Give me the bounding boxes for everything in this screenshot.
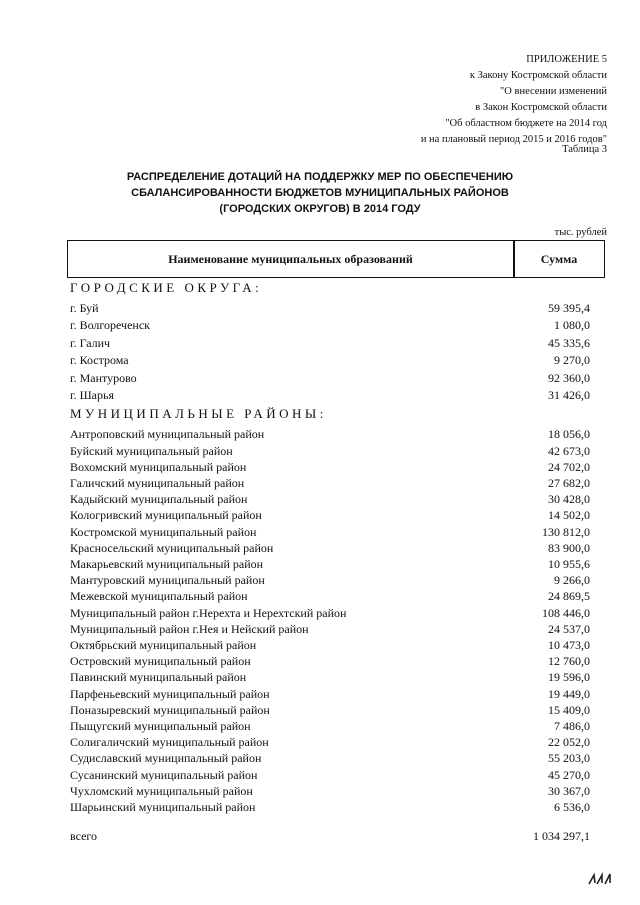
table-row bbox=[70, 426, 590, 442]
municipality-name: Костромской муниципальный район bbox=[70, 524, 257, 539]
table-row bbox=[70, 300, 590, 316]
municipality-name: Пыщугский муниципальный район bbox=[70, 719, 251, 733]
municipality-name: Кологривский муниципальный район bbox=[70, 508, 262, 523]
subsidy-amount: 24 537,0 bbox=[548, 621, 590, 636]
table-row bbox=[70, 669, 590, 685]
total-row bbox=[70, 828, 590, 844]
table-row bbox=[70, 491, 590, 507]
municipality-name: Островский муниципальный район bbox=[70, 654, 251, 669]
subsidy-amount: 15 409,0 bbox=[548, 702, 590, 717]
subsidy-amount: 9 266,0 bbox=[554, 573, 590, 588]
subsidy-amount: 24 869,5 bbox=[548, 589, 590, 604]
appendix-line: "О внесении изменений bbox=[500, 86, 607, 97]
section-heading: МУНИЦИПАЛЬНЫЕ РАЙОНЫ: bbox=[70, 406, 327, 422]
table-row bbox=[70, 524, 590, 540]
table-row bbox=[70, 317, 590, 333]
subsidy-amount: 59 395,4 bbox=[548, 301, 590, 315]
municipality-name: Шарьинский муниципальный район bbox=[70, 800, 256, 814]
total-label: всего bbox=[70, 829, 98, 844]
table-row bbox=[70, 718, 590, 734]
subsidy-amount: 12 760,0 bbox=[548, 654, 590, 669]
subsidy-amount: 24 702,0 bbox=[548, 459, 590, 474]
subsidy-amount: 6 536,0 bbox=[554, 800, 590, 814]
subsidy-amount: 30 367,0 bbox=[548, 783, 590, 798]
municipality-name: г. Буй bbox=[70, 301, 99, 315]
handwritten-page-mark bbox=[588, 872, 614, 886]
appendix-line: в Закон Костромской области bbox=[475, 102, 607, 113]
subsidy-amount: 92 360,0 bbox=[548, 370, 590, 385]
municipality-name: г. Шарья bbox=[70, 388, 114, 402]
municipality-name: Кадыйский муниципальный район bbox=[70, 492, 248, 507]
table-row bbox=[70, 750, 590, 766]
table-row bbox=[70, 387, 590, 403]
subsidy-amount: 27 682,0 bbox=[548, 476, 590, 490]
table-row bbox=[70, 686, 590, 702]
subsidy-amount: 22 052,0 bbox=[548, 735, 590, 750]
table-row bbox=[70, 572, 590, 588]
table-row bbox=[70, 459, 590, 475]
subsidy-amount: 19 596,0 bbox=[548, 670, 590, 685]
title-line: РАСПРЕДЕЛЕНИЕ ДОТАЦИЙ НА ПОДДЕРЖКУ МЕР ПО ОБЕСПЕЧЕНИЮ bbox=[126, 171, 514, 183]
section-heading: ГОРОДСКИЕ ОКРУГА: bbox=[70, 280, 263, 295]
municipality-name: Муниципальный район г.Нея и Нейский район bbox=[70, 621, 309, 636]
subsidy-amount: 18 056,0 bbox=[548, 427, 590, 442]
table-number-label: Таблица 3 bbox=[562, 144, 607, 155]
appendix-line: к Закону Костромской области bbox=[469, 70, 607, 81]
municipality-name: Солигаличский муниципальный район bbox=[70, 735, 269, 750]
table-row bbox=[70, 783, 590, 799]
table-row bbox=[70, 653, 590, 669]
municipality-name: г. Волгореченск bbox=[70, 318, 150, 333]
table-row bbox=[70, 799, 590, 815]
subsidy-amount: 30 428,0 bbox=[548, 492, 590, 507]
municipality-name: Красносельский муниципальный район bbox=[70, 540, 274, 555]
subsidy-amount: 45 335,6 bbox=[548, 335, 590, 350]
municipality-name: Вохомский муниципальный район bbox=[70, 459, 247, 474]
appendix-line: ПРИЛОЖЕНИЕ 5 bbox=[526, 54, 607, 65]
appendix-header bbox=[247, 52, 607, 148]
municipality-name: Павинский муниципальный район bbox=[70, 670, 247, 685]
appendix-line: "Об областном бюджете на 2014 год bbox=[445, 118, 607, 129]
subsidy-amount: 10 955,6 bbox=[548, 557, 590, 571]
subsidy-amount: 108 446,0 bbox=[542, 605, 590, 620]
subsidy-amount: 1 080,0 bbox=[554, 318, 590, 333]
subsidy-amount: 83 900,0 bbox=[548, 540, 590, 555]
table-row bbox=[70, 507, 590, 523]
title-line: (ГОРОДСКИХ ОКРУГОВ) В 2014 ГОДУ bbox=[219, 203, 421, 215]
table-row bbox=[70, 621, 590, 637]
subsidy-amount: 55 203,0 bbox=[548, 751, 590, 766]
subsidy-amount: 130 812,0 bbox=[542, 524, 590, 539]
subsidy-amount: 14 502,0 bbox=[548, 508, 590, 523]
municipality-name: г. Кострома bbox=[70, 353, 129, 368]
table-row bbox=[70, 588, 590, 604]
subsidy-amount: 10 473,0 bbox=[548, 638, 590, 652]
municipality-name: Поназыревский муниципальный район bbox=[70, 702, 270, 717]
subsidy-amount: 7 486,0 bbox=[554, 719, 590, 733]
municipality-name: Чухломский муниципальный район bbox=[70, 783, 253, 798]
appendix-line: и на плановый период 2015 и 2016 годов" bbox=[420, 134, 607, 145]
table-row bbox=[70, 335, 590, 351]
municipality-name: Судиславский муниципальный район bbox=[70, 751, 262, 766]
table-header bbox=[67, 240, 605, 278]
table-row bbox=[70, 702, 590, 718]
municipality-name: Октябрьский муниципальный район bbox=[70, 638, 257, 652]
header-sum-column: Сумма bbox=[540, 251, 578, 266]
table-row bbox=[70, 475, 590, 491]
municipality-name: Межевской муниципальный район bbox=[70, 589, 248, 604]
table-row bbox=[70, 605, 590, 621]
title-line: СБАЛАНСИРОВАННОСТИ БЮДЖЕТОВ МУНИЦИПАЛЬНЫХ РАЙОНОВ bbox=[131, 187, 509, 199]
subsidy-amount: 31 426,0 bbox=[548, 388, 590, 402]
municipality-name: Галичский муниципальный район bbox=[70, 476, 245, 490]
municipality-name: Парфеньевский муниципальный район bbox=[70, 686, 270, 701]
table-row bbox=[70, 540, 590, 556]
table-row bbox=[70, 370, 590, 386]
municipality-name: Антроповский муниципальный район bbox=[70, 427, 265, 442]
total-amount: 1 034 297,1 bbox=[533, 829, 590, 844]
municipality-name: г. Мантурово bbox=[70, 370, 137, 385]
subsidy-amount: 19 449,0 bbox=[548, 686, 590, 701]
subsidy-amount: 9 270,0 bbox=[554, 353, 590, 368]
municipality-name: Муниципальный район г.Нерехта и Нерехтский район bbox=[70, 605, 347, 620]
table-row bbox=[70, 443, 590, 459]
table-row bbox=[70, 767, 590, 783]
table-row bbox=[70, 352, 590, 368]
subsidy-amount: 42 673,0 bbox=[548, 443, 590, 458]
header-name-column: Наименование муниципальных образований bbox=[168, 251, 413, 266]
municipality-name: Мантуровский муниципальный район bbox=[70, 573, 265, 588]
units-label: тыс. рублей bbox=[554, 227, 607, 238]
table-row bbox=[70, 637, 590, 653]
document-title bbox=[110, 169, 530, 217]
municipality-name: Макарьевский муниципальный район bbox=[70, 557, 264, 571]
subsidy-amount: 45 270,0 bbox=[548, 767, 590, 782]
table-row bbox=[70, 734, 590, 750]
municipality-name: Сусанинский муниципальный район bbox=[70, 767, 258, 782]
municipality-name: Буйский муниципальный район bbox=[70, 443, 233, 458]
municipality-name: г. Галич bbox=[70, 335, 111, 350]
table-row bbox=[70, 556, 590, 572]
